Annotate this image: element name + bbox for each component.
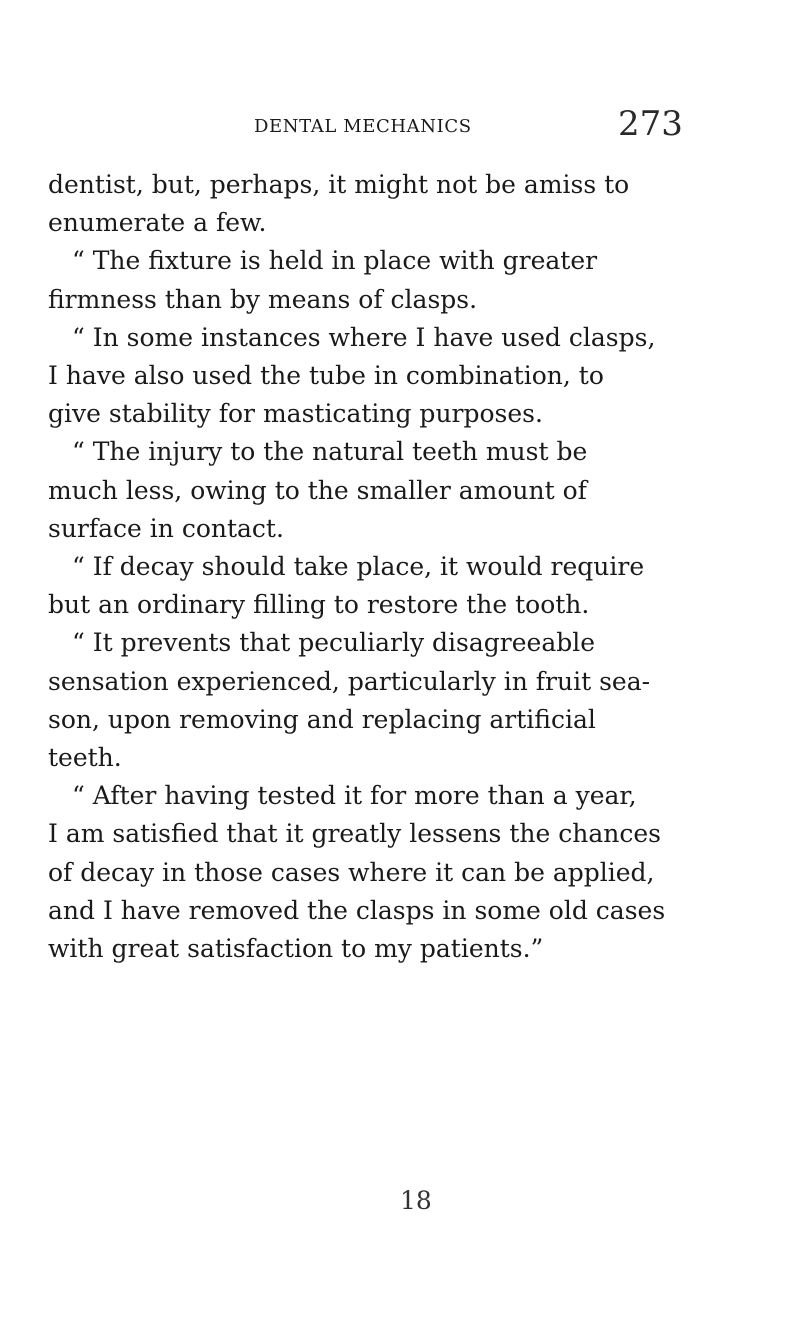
text-line: “ The fixture is held in place with greater (72, 246, 598, 276)
body-text (48, 166, 688, 968)
text-line: “ In some instances where I have used clasps, (72, 322, 656, 352)
text-line: of decay in those cases where it can be applied, (48, 857, 655, 887)
text-line: “ It prevents that peculiarly disagreeable (72, 628, 596, 658)
text-line: “ If decay should take place, it would require (72, 552, 645, 582)
text-line: and I have removed the clasps in some old cases (48, 895, 666, 925)
text-line: son, upon removing and replacing artificial (48, 704, 596, 734)
signature-mark: 18 (400, 1186, 432, 1215)
page-number: 273 (618, 104, 683, 144)
text-line: firmness than by means of clasps. (48, 284, 478, 314)
text-line: surface in contact. (48, 513, 284, 543)
text-line: “ After having tested it for more than a year, (72, 781, 637, 811)
text-line: much less, owing to the smaller amount of (48, 475, 587, 505)
text-line: sensation experienced, particularly in fruit sea- (48, 666, 651, 696)
text-line: dentist, but, perhaps, it might not be amiss to (48, 170, 630, 199)
text-line: give stability for masticating purposes. (48, 399, 543, 429)
text-line: “ The injury to the natural teeth must be (72, 437, 588, 467)
text-line: teeth. (48, 743, 122, 773)
text-line: I have also used the tube in combination, to (48, 361, 604, 391)
text-line: but an ordinary filling to restore the tooth. (48, 590, 590, 620)
text-line: with great satisfaction to my patients.” (48, 934, 544, 964)
text-line: enumerate a few. (48, 208, 267, 238)
running-title: DENTAL MECHANICS (254, 116, 472, 137)
text-line: I am satisfied that it greatly lessens the chances (48, 819, 661, 849)
